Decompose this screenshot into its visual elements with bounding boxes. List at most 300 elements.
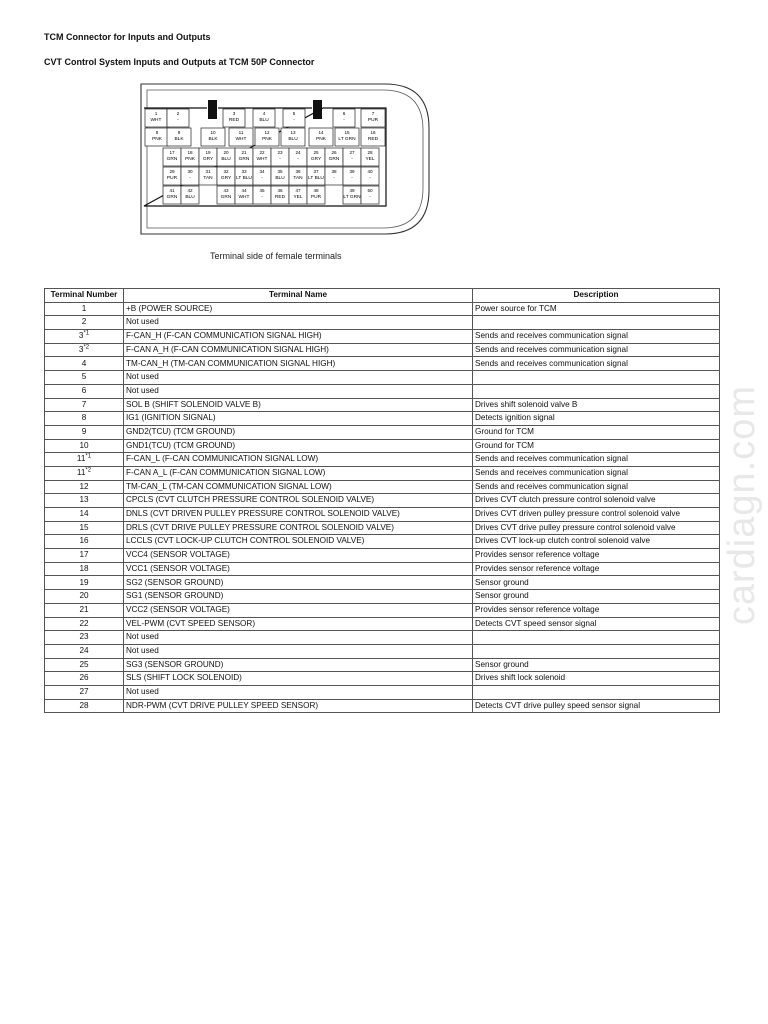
terminal-name: Not used [124, 631, 473, 645]
pin-wire-color: WHT [256, 157, 268, 162]
table-row [45, 644, 720, 658]
terminal-number [45, 672, 124, 686]
connector-pin [201, 128, 225, 146]
pin-wire-color: - [333, 176, 335, 181]
terminal-number [45, 535, 124, 549]
connector-pin [271, 186, 289, 204]
terminal-number [45, 508, 124, 522]
terminal-name: Not used [124, 685, 473, 699]
terminal-number [45, 685, 124, 699]
terminal-number [45, 302, 124, 316]
pin-wire-color: GRN [238, 157, 250, 162]
pin-wire-color: LT BLU [236, 176, 252, 181]
pin-wire-color: - [343, 118, 345, 123]
connector-pin [217, 148, 235, 166]
terminal-number [45, 371, 124, 385]
terminal-number-value: 24 [79, 645, 89, 655]
terminal-name: F-CAN A_L (F-CAN COMMUNICATION SIGNAL LOW) [124, 466, 473, 480]
terminal-description: Sends and receives communication signal [473, 480, 720, 494]
pin-number: 4 [262, 111, 266, 116]
terminal-number [45, 398, 124, 412]
connector-pin [307, 186, 325, 204]
terminal-description: Drives CVT drive pulley pressure control solenoid valve [473, 521, 720, 535]
terminal-number [45, 316, 124, 330]
terminal-number-value: 22 [79, 618, 89, 628]
terminal-number [45, 549, 124, 563]
terminal-number [45, 330, 124, 344]
pin-wire-color: WHT [238, 195, 250, 200]
terminal-number [45, 631, 124, 645]
connector-pin [253, 186, 271, 204]
terminal-footnote: *2 [85, 467, 92, 474]
pin-number: 38 [331, 169, 337, 174]
connector-pin [181, 148, 199, 166]
header-terminal-number: Terminal Number [45, 289, 124, 303]
pin-wire-color: BLU [221, 157, 231, 162]
terminal-number-value: 11 [76, 468, 86, 478]
terminal-name: Not used [124, 316, 473, 330]
pin-wire-color: GRN [166, 195, 178, 200]
terminal-number-value: 28 [79, 700, 89, 710]
connector-pin [289, 148, 307, 166]
terminal-number-value: 4 [81, 358, 87, 368]
connector-pin [163, 148, 181, 166]
connector-pin [343, 148, 361, 166]
connector-pin [361, 167, 379, 185]
table-row [45, 672, 720, 686]
terminal-number-value: 3 [78, 344, 84, 354]
connector-pin [307, 148, 325, 166]
pin-number: 2 [176, 111, 180, 116]
pin-wire-color: PNK [152, 137, 162, 142]
table-row [45, 302, 720, 316]
pin-number: 34 [259, 169, 265, 174]
table-row [45, 617, 720, 631]
section-heading: CVT Control System Inputs and Outputs at TCM 50P Connector [44, 57, 315, 67]
terminal-number [45, 480, 124, 494]
pin-wire-color: GRY [310, 157, 322, 162]
table-row [45, 685, 720, 699]
pin-number: 44 [241, 188, 247, 193]
pin-number: 10 [210, 130, 216, 135]
terminal-name: VCC1 (SENSOR VOLTAGE) [124, 562, 473, 576]
terminal-description: Detects CVT drive pulley speed sensor signal [473, 699, 720, 713]
pin-number: 40 [367, 169, 373, 174]
terminal-description [473, 316, 720, 330]
terminal-name: Not used [124, 644, 473, 658]
terminal-number [45, 425, 124, 439]
pin-number: 6 [342, 111, 346, 116]
table-row [45, 453, 720, 467]
terminal-table [44, 288, 720, 713]
terminal-name: GND2(TCU) (TCM GROUND) [124, 425, 473, 439]
terminal-name: SG2 (SENSOR GROUND) [124, 576, 473, 590]
terminal-number [45, 658, 124, 672]
connector-pin [235, 167, 253, 185]
terminal-name: GND1(TCU) (TCM GROUND) [124, 439, 473, 453]
connector-pin [333, 109, 355, 127]
terminal-name: F-CAN A_H (F-CAN COMMUNICATION SIGNAL HIGH) [124, 343, 473, 357]
terminal-number-value: 3 [78, 331, 84, 341]
terminal-number [45, 494, 124, 508]
pin-wire-color: TAN [293, 176, 303, 181]
terminal-number [45, 644, 124, 658]
terminal-description: Sensor ground [473, 590, 720, 604]
pin-number: 31 [205, 169, 211, 174]
pin-number: 37 [313, 169, 319, 174]
pin-wire-color: BLU [185, 195, 195, 200]
connector-pin [361, 186, 379, 204]
connector-pin [271, 167, 289, 185]
terminal-number-value: 10 [79, 440, 89, 450]
table-row [45, 549, 720, 563]
pin-wire-color: LT BLU [308, 176, 324, 181]
terminal-number-value: 25 [79, 659, 89, 669]
pin-wire-color: WHT [235, 137, 247, 142]
terminal-number [45, 343, 124, 357]
terminal-name: VCC4 (SENSOR VOLTAGE) [124, 549, 473, 563]
pin-wire-color: BLK [174, 137, 184, 142]
terminal-footnote: *1 [83, 330, 90, 337]
pin-number: 9 [177, 130, 181, 135]
pin-number: 48 [313, 188, 319, 193]
terminal-number [45, 466, 124, 480]
table-row [45, 658, 720, 672]
connector-pin [271, 148, 289, 166]
terminal-name: TM-CAN_L (TM-CAN COMMUNICATION SIGNAL LOW) [124, 480, 473, 494]
terminal-description: Sends and receives communication signal [473, 343, 720, 357]
terminal-description [473, 384, 720, 398]
table-row [45, 398, 720, 412]
pin-number: 43 [223, 188, 229, 193]
terminal-name: F-CAN_L (F-CAN COMMUNICATION SIGNAL LOW) [124, 453, 473, 467]
terminal-number-value: 13 [79, 495, 89, 505]
pin-wire-color: PNK [185, 157, 195, 162]
pin-number: 46 [277, 188, 283, 193]
connector-pin [361, 148, 379, 166]
pin-number: 39 [349, 169, 355, 174]
pin-number: 3 [232, 111, 236, 116]
pin-wire-color: YEL [293, 195, 303, 200]
header-terminal-name: Terminal Name [124, 289, 473, 303]
terminal-description: Provides sensor reference voltage [473, 603, 720, 617]
connector-pin [167, 109, 189, 127]
table-row [45, 631, 720, 645]
connector-pin [361, 128, 385, 146]
terminal-number-value: 19 [79, 577, 89, 587]
terminal-number-value: 14 [79, 509, 89, 519]
connector-pin [253, 167, 271, 185]
table-row [45, 330, 720, 344]
table-row [45, 562, 720, 576]
pin-wire-color: BLU [259, 118, 269, 123]
terminal-name: TM-CAN_H (TM-CAN COMMUNICATION SIGNAL HIGH) [124, 357, 473, 371]
pin-wire-color: - [177, 118, 179, 123]
terminal-description: Power source for TCM [473, 302, 720, 316]
pin-wire-color: RED [274, 195, 286, 200]
pin-number: 49 [349, 188, 355, 193]
terminal-name: IG1 (IGNITION SIGNAL) [124, 412, 473, 426]
connector-pins [144, 108, 386, 206]
pin-wire-color: - [293, 118, 295, 123]
connector-diagram [137, 78, 433, 238]
table-row [45, 699, 720, 713]
terminal-number-value: 2 [81, 317, 87, 327]
diagram-caption: Terminal side of female terminals [210, 251, 342, 261]
terminal-number-value: 11 [76, 454, 86, 464]
pin-number: 30 [187, 169, 193, 174]
pin-wire-color: WHT [150, 118, 162, 123]
terminal-number-value: 5 [81, 372, 87, 382]
pin-number: 24 [295, 150, 301, 155]
pin-wire-color: GRY [202, 157, 214, 162]
terminal-name: VEL-PWM (CVT SPEED SENSOR) [124, 617, 473, 631]
terminal-description [473, 371, 720, 385]
terminal-number [45, 357, 124, 371]
table-row [45, 590, 720, 604]
table-row [45, 371, 720, 385]
terminal-number-value: 18 [79, 563, 89, 573]
terminal-number-value: 9 [81, 426, 87, 436]
pin-number: 8 [155, 130, 159, 135]
terminal-name: F-CAN_H (F-CAN COMMUNICATION SIGNAL HIGH) [124, 330, 473, 344]
terminal-number [45, 562, 124, 576]
pin-wire-color: GRN [220, 195, 232, 200]
table-row [45, 535, 720, 549]
connector-pin [325, 148, 343, 166]
pin-wire-color: PUR [166, 176, 178, 181]
pin-wire-color: RED [367, 137, 379, 142]
terminal-description: Detects CVT speed sensor signal [473, 617, 720, 631]
terminal-number-value: 23 [79, 632, 89, 642]
pin-number: 27 [349, 150, 355, 155]
table-row [45, 439, 720, 453]
table-row [45, 494, 720, 508]
terminal-description [473, 631, 720, 645]
pin-wire-color: BLU [288, 137, 298, 142]
pin-number: 23 [277, 150, 283, 155]
connector-pin [217, 167, 235, 185]
pin-wire-color: - [351, 176, 353, 181]
terminal-name: Not used [124, 371, 473, 385]
table-row [45, 316, 720, 330]
terminal-number [45, 453, 124, 467]
connector-pin [343, 186, 361, 204]
pin-number: 25 [313, 150, 319, 155]
terminal-number-value: 21 [79, 604, 89, 614]
connector-pin [283, 109, 305, 127]
terminal-name: SG3 (SENSOR GROUND) [124, 658, 473, 672]
terminal-description: Sends and receives communication signal [473, 466, 720, 480]
pin-number: 16 [370, 130, 376, 135]
terminal-name: Not used [124, 384, 473, 398]
terminal-description: Sends and receives communication signal [473, 330, 720, 344]
terminal-number [45, 412, 124, 426]
terminal-description: Drives CVT driven pulley pressure control solenoid valve [473, 508, 720, 522]
pin-number: 29 [169, 169, 175, 174]
connector-pin [343, 167, 361, 185]
connector-pin [145, 109, 167, 127]
terminal-description: Drives CVT clutch pressure control solenoid valve [473, 494, 720, 508]
table-row [45, 425, 720, 439]
terminal-footnote: *1 [85, 453, 92, 460]
terminal-number [45, 576, 124, 590]
pin-number: 35 [277, 169, 283, 174]
pin-number: 28 [367, 150, 373, 155]
pin-number: 20 [223, 150, 229, 155]
pin-number: 7 [371, 111, 375, 116]
table-header-row [45, 289, 720, 303]
connector-pin [181, 186, 199, 204]
pin-wire-color: BLK [208, 137, 218, 142]
pin-wire-color: GRY [220, 176, 232, 181]
connector-pin [255, 128, 279, 146]
header-description: Description [473, 289, 720, 303]
pin-wire-color: BLU [275, 176, 285, 181]
terminal-number [45, 439, 124, 453]
connector-pin [253, 148, 271, 166]
pin-number: 1 [154, 111, 158, 116]
pin-wire-color: PNK [262, 137, 272, 142]
pin-number: 15 [344, 130, 350, 135]
pin-number: 50 [367, 188, 373, 193]
pin-number: 5 [292, 111, 296, 116]
terminal-name: SLS (SHIFT LOCK SOLENOID) [124, 672, 473, 686]
connector-pin [289, 167, 307, 185]
watermark: cardiagn.com [721, 385, 763, 626]
terminal-name: VCC2 (SENSOR VOLTAGE) [124, 603, 473, 617]
terminal-number-value: 16 [79, 536, 89, 546]
pin-wire-color: YEL [365, 157, 375, 162]
terminal-number-value: 20 [79, 591, 89, 601]
pin-number: 12 [264, 130, 270, 135]
pin-wire-color: LT GRN [338, 137, 356, 142]
pin-wire-color: GRN [328, 157, 340, 162]
pin-wire-color: TAN [203, 176, 213, 181]
pin-wire-color: - [261, 195, 263, 200]
terminal-description: Sends and receives communication signal [473, 453, 720, 467]
connector-pin [163, 167, 181, 185]
terminal-description: Provides sensor reference voltage [473, 549, 720, 563]
table-row [45, 466, 720, 480]
pin-number: 21 [241, 150, 247, 155]
pin-number: 36 [295, 169, 301, 174]
connector-pin [199, 167, 217, 185]
pin-wire-color: - [351, 157, 353, 162]
terminal-number-value: 12 [79, 481, 89, 491]
pin-wire-color: RED [228, 118, 240, 123]
table-row [45, 343, 720, 357]
pin-number: 11 [238, 130, 244, 135]
table-row [45, 412, 720, 426]
connector-pin [229, 128, 253, 146]
connector-pin [309, 128, 333, 146]
terminal-description [473, 644, 720, 658]
terminal-name: SOL B (SHIFT SOLENOID VALVE B) [124, 398, 473, 412]
pin-number: 45 [259, 188, 265, 193]
connector-pin [335, 128, 359, 146]
terminal-description: Drives shift solenoid valve B [473, 398, 720, 412]
pin-number: 47 [295, 188, 301, 193]
connector-pin [145, 128, 169, 146]
table-row [45, 521, 720, 535]
connector-pin [163, 186, 181, 204]
terminal-description: Detects ignition signal [473, 412, 720, 426]
pin-wire-color: - [261, 176, 263, 181]
terminal-description: Sensor ground [473, 658, 720, 672]
terminal-name: DRLS (CVT DRIVE PULLEY PRESSURE CONTROL SOLENOID VALVE) [124, 521, 473, 535]
terminal-description: Sends and receives communication signal [473, 357, 720, 371]
terminal-name: +B (POWER SOURCE) [124, 302, 473, 316]
lock-tab-right [313, 100, 322, 119]
terminal-number [45, 617, 124, 631]
terminal-description: Provides sensor reference voltage [473, 562, 720, 576]
terminal-number [45, 590, 124, 604]
pin-wire-color: - [297, 157, 299, 162]
connector-pin [223, 109, 245, 127]
terminal-number-value: 15 [79, 522, 89, 532]
table-row [45, 576, 720, 590]
pin-wire-color: GRN [166, 157, 178, 162]
terminal-number-value: 6 [81, 385, 87, 395]
table-row [45, 384, 720, 398]
terminal-description: Drives CVT lock-up clutch control solenoid valve [473, 535, 720, 549]
connector-pin [217, 186, 235, 204]
pin-number: 14 [318, 130, 324, 135]
pin-wire-color: PUR [367, 118, 379, 123]
pin-wire-color: - [369, 176, 371, 181]
terminal-description: Ground for TCM [473, 439, 720, 453]
table-row [45, 357, 720, 371]
pin-wire-color: - [189, 176, 191, 181]
pin-number: 13 [290, 130, 296, 135]
terminal-number [45, 384, 124, 398]
terminal-number [45, 521, 124, 535]
terminal-name: LCCLS (CVT LOCK-UP CLUTCH CONTROL SOLENOID VALVE) [124, 535, 473, 549]
pin-number: 33 [241, 169, 247, 174]
terminal-name: CPCLS (CVT CLUTCH PRESSURE CONTROL SOLENOID VALVE) [124, 494, 473, 508]
connector-pin [325, 167, 343, 185]
connector-pin [307, 167, 325, 185]
connector-pin [289, 186, 307, 204]
connector-pin [253, 109, 275, 127]
connector-pin [167, 128, 191, 146]
pin-wire-color: - [369, 195, 371, 200]
terminal-number-value: 17 [79, 550, 89, 560]
pin-wire-color: PUR [310, 195, 322, 200]
pin-wire-color: LT GRN [343, 195, 361, 200]
table-row [45, 480, 720, 494]
terminal-name: DNLS (CVT DRIVEN PULLEY PRESSURE CONTROL SOLENOID VALVE) [124, 508, 473, 522]
terminal-description: Sensor ground [473, 576, 720, 590]
connector-pin [199, 148, 217, 166]
page-heading: TCM Connector for Inputs and Outputs [44, 32, 211, 42]
pin-number: 17 [169, 150, 175, 155]
terminal-description [473, 685, 720, 699]
table-row [45, 603, 720, 617]
connector-pin [235, 148, 253, 166]
lock-tab-left [208, 100, 217, 119]
pin-number: 18 [187, 150, 193, 155]
terminal-number-value: 27 [79, 687, 89, 697]
pin-number: 41 [169, 188, 175, 193]
table-row [45, 508, 720, 522]
pin-number: 19 [205, 150, 211, 155]
terminal-number-value: 8 [81, 413, 87, 423]
terminal-footnote: *2 [83, 344, 90, 351]
pin-number: 22 [259, 150, 265, 155]
terminal-name: SG1 (SENSOR GROUND) [124, 590, 473, 604]
